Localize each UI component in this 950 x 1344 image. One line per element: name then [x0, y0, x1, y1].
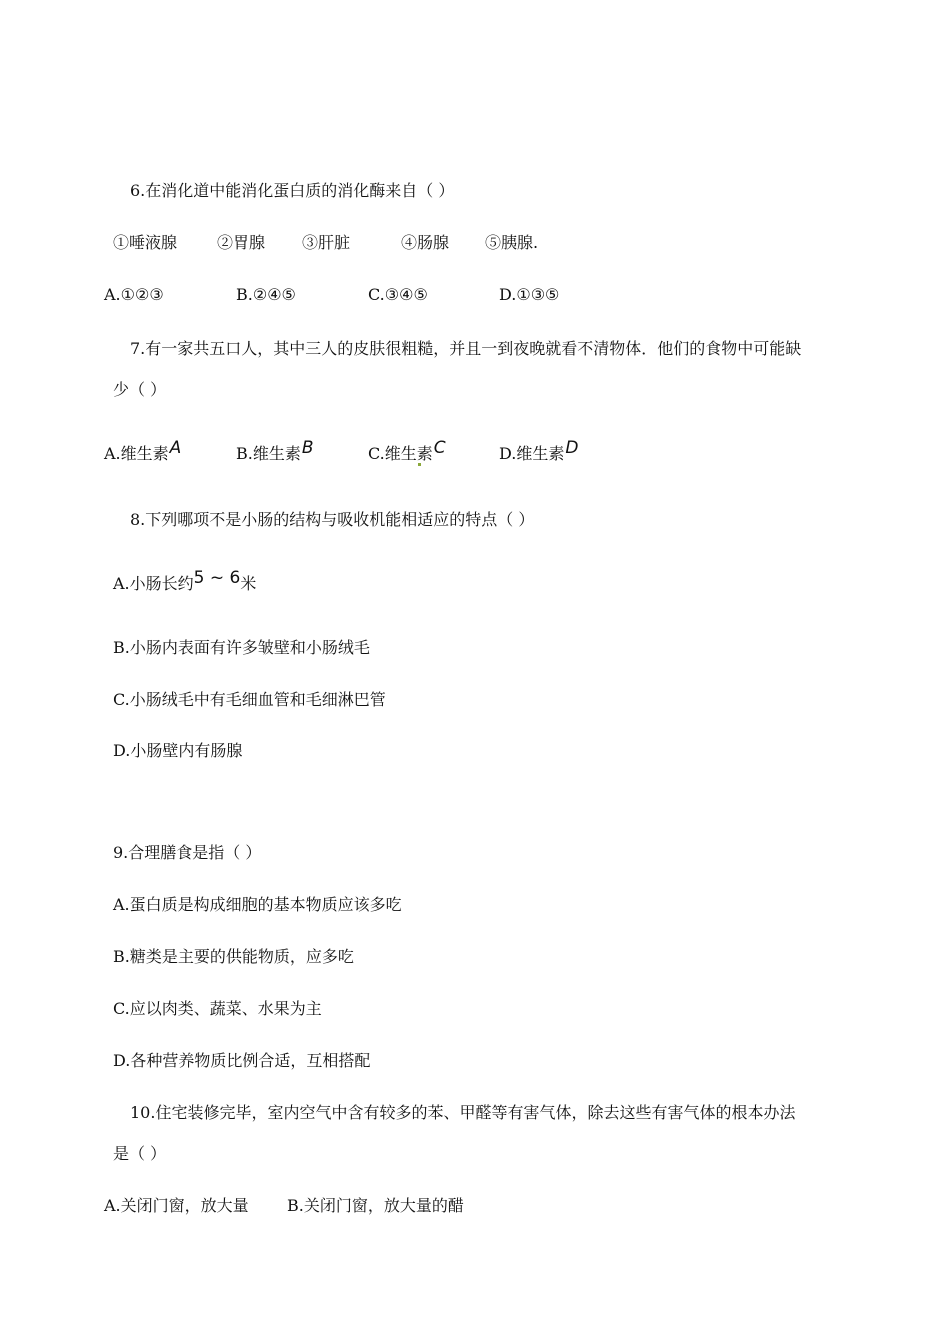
q7-option-c-math: C [433, 438, 446, 458]
q8-option-a-math: 5 ~ 6 [193, 568, 241, 588]
q7-option-b-prefix: B.维生素 [236, 444, 301, 463]
q7-option-b [236, 438, 314, 464]
q7-option-d-prefix: D.维生素 [499, 444, 565, 463]
q7-stem-line2: 少（ ） [113, 380, 167, 399]
q7-option-b-math: B [301, 438, 314, 458]
q8-option-a [113, 568, 257, 594]
q7-option-a [104, 438, 182, 464]
q6-option-a: A.①②③ [104, 285, 164, 304]
q7-stem-line1: 7.有一家共五口人，其中三人的皮肤很粗糙，并且一到夜晚就看不清物体．他们的食物中可能缺 [130, 339, 802, 358]
q8-option-a-suffix: 米 [240, 574, 257, 593]
q6-item-1: ①唾液腺 [113, 233, 178, 252]
q9-option-a: A.蛋白质是构成细胞的基本物质应该多吃 [113, 895, 402, 914]
q10-option-b: B.关闭门窗，放大量的醋 [287, 1196, 464, 1215]
q7-option-c [368, 438, 446, 464]
q6-item-3: ③肝脏 [302, 233, 351, 252]
q9-option-c: C.应以肉类、蔬菜、水果为主 [113, 999, 322, 1018]
q7-option-a-prefix: A.维生素 [104, 444, 169, 463]
q8-option-d: D.小肠壁内有肠腺 [113, 741, 243, 760]
q10-stem-line2: 是（ ） [113, 1144, 167, 1163]
q8-stem: 8.下列哪项不是小肠的结构与吸收机能相适应的特点（ ） [130, 510, 535, 529]
q9-stem: 9.合理膳食是指（ ） [113, 843, 262, 862]
q9-option-b: B.糖类是主要的供能物质，应多吃 [113, 947, 354, 966]
q6-option-b: B.②④⑤ [236, 285, 296, 304]
q7-option-a-math: A [169, 438, 182, 458]
q10-stem-line1: 10.住宅装修完毕，室内空气中含有较多的苯、甲醛等有害气体，除去这些有害气体的根本办法 [130, 1103, 796, 1122]
q6-item-4: ④肠腺 [401, 233, 450, 252]
q8-option-a-prefix: A.小肠长约 [113, 574, 194, 593]
green-mark [418, 463, 421, 466]
q9-option-d: D.各种营养物质比例合适，互相搭配 [113, 1051, 371, 1070]
q8-option-b: B.小肠内表面有许多皱壁和小肠绒毛 [113, 638, 370, 657]
q10-option-a: A.关闭门窗，放大量 [104, 1196, 249, 1215]
q7-option-d [499, 438, 579, 464]
q7-option-d-math: D [565, 438, 579, 458]
q6-stem: 6.在消化道中能消化蛋白质的消化酶来自（ ） [130, 181, 455, 200]
q6-option-d: D.①③⑤ [499, 285, 560, 304]
q7-option-c-prefix: C.维生素 [368, 444, 433, 463]
q8-option-c: C.小肠绒毛中有毛细血管和毛细淋巴管 [113, 690, 386, 709]
q6-item-5: ⑤胰腺. [485, 233, 539, 252]
q6-item-2: ②胃腺 [217, 233, 266, 252]
q6-option-c: C.③④⑤ [368, 285, 428, 304]
